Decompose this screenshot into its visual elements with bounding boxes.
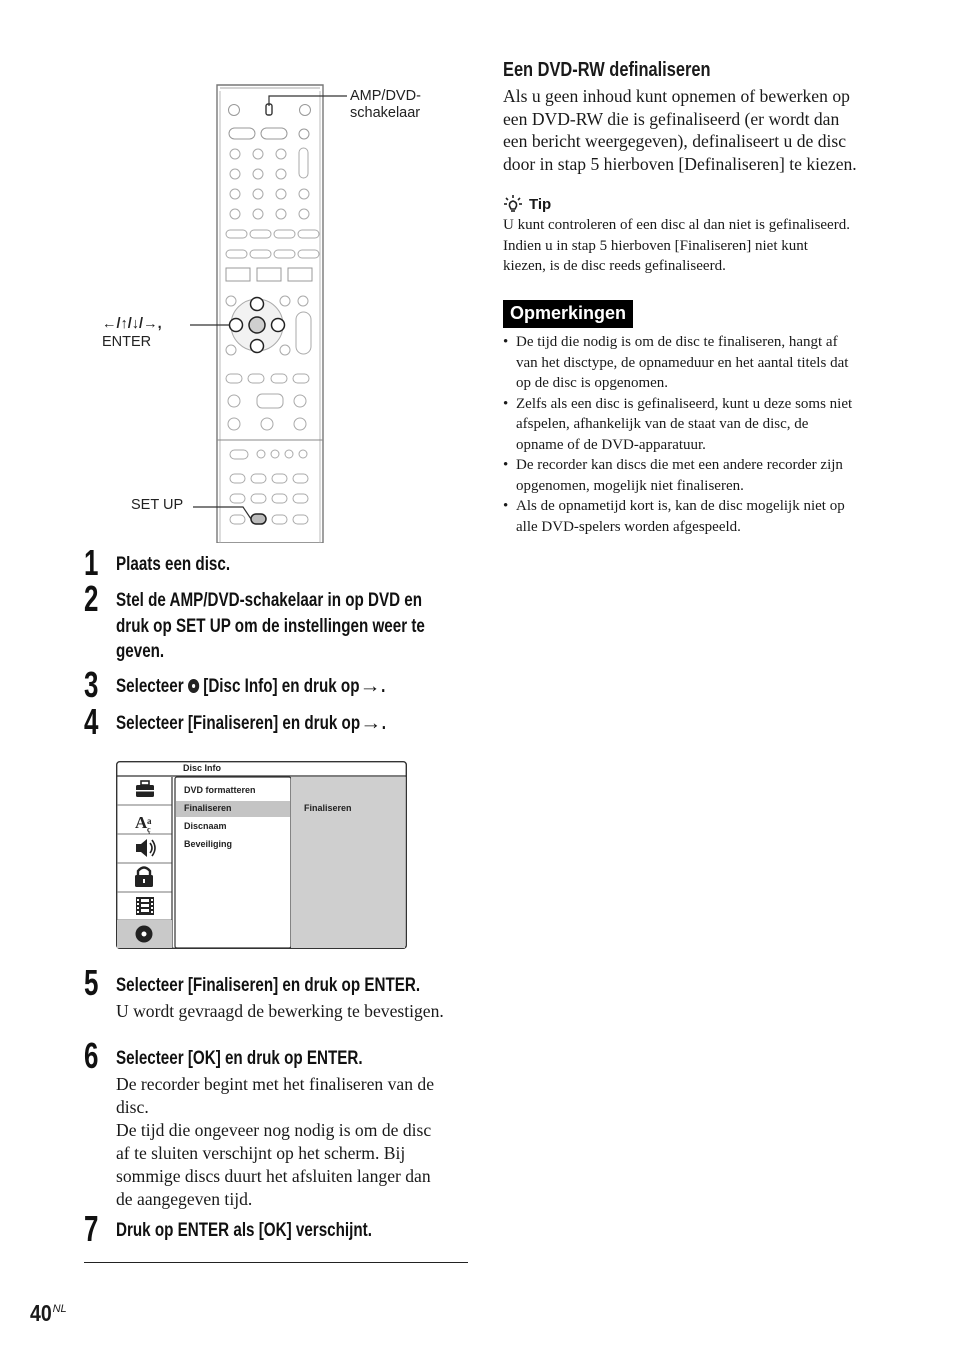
- step-4-text: Selecteer [Finaliseren] en druk op→.: [116, 711, 453, 737]
- bottom-rule: [84, 1262, 468, 1263]
- section-heading: Een DVD-RW definaliseren: [503, 59, 711, 81]
- notes-heading: Opmerkingen: [503, 300, 633, 328]
- right-arrow-icon: →: [359, 676, 381, 697]
- step-6-number: 6: [84, 1035, 99, 1076]
- step-5-number: 5: [84, 962, 99, 1003]
- tip-text: U kunt controleren of een disc al dan niet is gefinaliseerd. Indien u in stap 5 hierboven [Finaliseren] niet kunt kiezen, is de disc reeds gefinaliseerd.: [503, 217, 850, 274]
- step-6-body: De recorder begint met het finaliseren van de disc. De tijd die ongeveer nog nodig is om de disc af te sluiten verschijnt op het scherm. Bij sommige discs duurt het afsluiten langer dan de aangegeven tijd.: [116, 1074, 435, 1209]
- step-2-number: 2: [84, 578, 99, 619]
- step-3-text: Selecteer [Disc Info] en druk op→.: [116, 674, 453, 700]
- language-icon: [135, 813, 152, 834]
- step-5-body: U wordt gevraagd de bewerking te bevestigen.: [116, 1001, 444, 1021]
- menu-frame: [116, 761, 407, 949]
- step-7-text: Druk op ENTER als [OK] verschijnt.: [116, 1220, 372, 1241]
- tip-label: Tip: [529, 196, 552, 213]
- menu-item-finaliseren[interactable]: Finaliseren: [184, 803, 232, 813]
- amp-switch-label: AMP/DVD- schakelaar: [350, 88, 421, 121]
- enter-label: ENTER: [102, 334, 152, 350]
- step-4-number: 4: [84, 701, 99, 742]
- step-5-text: Selecteer [Finaliseren] en druk op ENTER.: [116, 975, 421, 996]
- setup-label: SET UP: [131, 497, 184, 513]
- section-body: Als u geen inhoud kunt opnemen of bewerken op een DVD-RW die is gefinaliseerd (er wordt dan een bericht weergegeven), definaliseert u de disc door in stap 5 hierboven [Definaliseren] te kiezen.: [503, 86, 857, 174]
- step-2-text: Stel de AMP/DVD-schakelaar in op DVD en druk op SET UP om de instellingen weer te geven.: [116, 590, 425, 662]
- step-3-number: 3: [84, 664, 99, 705]
- page-locale: NL: [52, 1303, 67, 1315]
- step-1-number: 1: [84, 542, 99, 583]
- step-7-number: 7: [84, 1208, 99, 1249]
- menu-title: Disc Info: [183, 763, 222, 773]
- remote-control-drawing: [140, 78, 480, 543]
- lightbulb-icon: [503, 194, 523, 214]
- right-arrow-icon: →: [360, 713, 382, 734]
- disc-info-menu-screenshot: [116, 761, 407, 949]
- menu-item-dvd-formatteren[interactable]: DVD formatteren: [184, 785, 256, 795]
- arrow-keys-label: ←/↑/↓/→,: [102, 316, 162, 332]
- svg-text:ç: ç: [147, 825, 151, 834]
- remote-illustration: [140, 78, 480, 543]
- disc-info-icon: [188, 679, 199, 693]
- menu-item-discnaam[interactable]: Discnaam: [184, 821, 227, 831]
- disc-icon: [136, 926, 153, 943]
- film-icon: [136, 897, 154, 915]
- step-6-text: Selecteer [OK] en druk op ENTER.: [116, 1048, 363, 1069]
- step-1-text: Plaats een disc.: [116, 554, 231, 575]
- page-number: $40^{NL}$: [30, 1300, 67, 1326]
- submenu-finaliseren[interactable]: Finaliseren: [304, 803, 352, 813]
- svg-text:a: a: [147, 816, 152, 826]
- svg-text:A: A: [135, 813, 148, 832]
- menu-item-beveiliging[interactable]: Beveiliging: [184, 839, 233, 849]
